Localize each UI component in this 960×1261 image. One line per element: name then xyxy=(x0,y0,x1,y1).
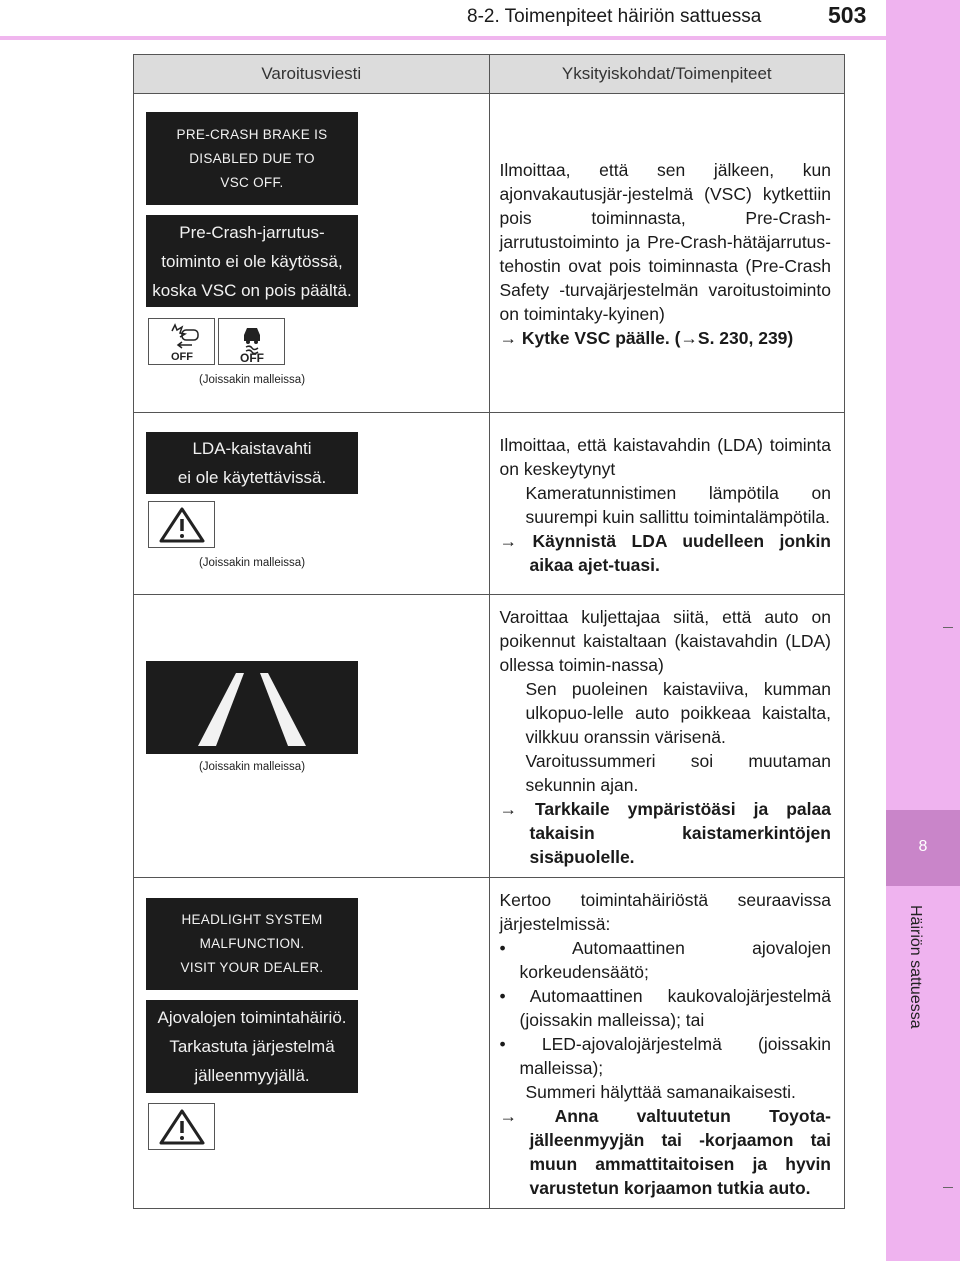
model-caption: (Joissakin malleissa) xyxy=(198,374,306,386)
col-header-message: Varoitusviesti xyxy=(134,55,490,94)
warning-triangle-icon xyxy=(148,501,215,548)
details-subtext: Kameratunnistimen lämpötila on suurempi kuin sallittu toimintalämpötila. xyxy=(525,482,831,527)
message-line: MALFUNCTION. xyxy=(199,936,305,951)
message-line: jälleenmyyjällä. xyxy=(194,1066,310,1085)
message-cell xyxy=(134,94,490,413)
vsc-off-icon xyxy=(218,318,285,365)
message-line: koska VSC on pois päältä. xyxy=(152,280,352,300)
action-bold: → Kytke VSC päälle. (→S. 230, 239) xyxy=(499,328,794,348)
message-line: Tarkastuta järjestelmä xyxy=(169,1037,335,1056)
message-display-english xyxy=(146,112,358,205)
action-bold: → Anna valtuutetun Toyota-jälleenmyyjän tai -korjaamon tai muun ammattitaitoisen ja hyvin varustetun korjaamon tutkia auto. xyxy=(499,1106,831,1198)
warning-message-table xyxy=(133,54,845,1209)
details-subtext: Summeri hälyttää samanaikaisesti. xyxy=(525,1082,796,1102)
model-caption: (Joissakin malleissa) xyxy=(198,761,306,773)
section-title: 8-2. Toimenpiteet häiriön sattuessa xyxy=(467,6,762,27)
icon-off-label: OFF xyxy=(170,350,193,363)
action-text xyxy=(500,326,832,350)
message-cell xyxy=(134,595,490,878)
details-cell xyxy=(489,595,845,878)
model-caption: (Joissakin malleissa) xyxy=(198,557,306,569)
chapter-number: 8 xyxy=(918,838,928,855)
col-header-details: Yksityiskohdat/Toimenpiteet xyxy=(489,55,845,94)
message-cell xyxy=(134,413,490,595)
table-row xyxy=(134,94,845,413)
details-cell xyxy=(489,413,845,595)
message-line: Ajovalojen toimintahäiriö. xyxy=(157,1008,347,1027)
lane-lines-icon xyxy=(146,661,358,754)
details-text: Ilmoittaa, että kaistavahdin (LDA) toiminta on keskeytynyt xyxy=(499,434,831,479)
table-row xyxy=(134,595,845,878)
lane-departure-display xyxy=(146,661,358,754)
action-bold: → Tarkkaile ympäristöäsi ja palaa takaisin kaistamerkintöjen sisäpuolelle. xyxy=(499,799,831,867)
message-line: HEADLIGHT SYSTEM xyxy=(181,912,323,927)
message-line: toiminto ei ole käytössä, xyxy=(161,251,343,271)
bullet-item: • LED-ajovalojärjestelmä (joissakin malleissa); xyxy=(499,1034,831,1078)
message-display-finnish xyxy=(146,432,358,494)
icon-off-label: OFF xyxy=(239,350,264,363)
bullet-item: • Automaattinen kaukovalojärjestelmä (joissakin malleissa); tai xyxy=(499,986,831,1030)
warning-triangle-icon xyxy=(148,1103,215,1150)
message-line: LDA-kaistavahti xyxy=(192,439,312,458)
header-rule xyxy=(0,36,886,40)
message-line: PRE-CRASH BRAKE IS xyxy=(176,126,328,142)
action-text xyxy=(500,529,832,577)
message-line: VISIT YOUR DEALER. xyxy=(180,960,324,975)
action-bold: → Käynnistä LDA uudelleen jonkin aikaa ajet-tuasi. xyxy=(499,530,831,575)
pre-crash-off-glyph xyxy=(152,321,212,363)
details-cell xyxy=(489,94,845,413)
bullet-item: • Automaattinen ajovalojen korkeudensäätö; xyxy=(499,938,831,982)
vsc-off-glyph xyxy=(222,321,282,363)
action-text xyxy=(500,1104,832,1200)
chapter-label: Häiriön sattuessa xyxy=(907,905,924,1029)
warning-triangle-glyph xyxy=(155,1107,209,1147)
pre-crash-off-icon xyxy=(148,318,215,365)
action-text xyxy=(500,797,832,869)
chapter-side-tab xyxy=(886,0,960,1261)
details-cell xyxy=(489,878,845,1209)
message-line: ei ole käytettävissä. xyxy=(177,468,327,487)
margin-tick xyxy=(943,1187,953,1188)
message-line: DISABLED DUE TO xyxy=(189,150,315,166)
details-subtext: Varoitussummeri soi muutaman sekunnin ajan. xyxy=(525,751,831,795)
table-row xyxy=(134,878,845,1209)
page-number: 503 xyxy=(828,2,867,28)
details-text: Kertoo toimintahäiriöstä seuraavissa järjestelmissä: xyxy=(499,890,831,934)
details-text: Varoittaa kuljettajaa siitä, että auto on poikennut kaistaltaan (kaistavahdin (LDA) ollessa toimin-nassa) xyxy=(499,607,831,675)
details-subtext: Sen puoleinen kaistaviiva, kumman ulkopuo-lelle auto poikkeaa kaistalta, vilkkuu oranssin värisenä. xyxy=(525,679,831,747)
message-cell xyxy=(134,878,490,1209)
message-line: Pre-Crash-jarrutus- xyxy=(179,222,325,242)
warning-triangle-glyph xyxy=(155,505,209,545)
message-line: VSC OFF. xyxy=(220,174,284,190)
details-text: Ilmoittaa, että sen jälkeen, kun ajonvakautusjär-jestelmä (VSC) kytkettiin pois toiminnasta, Pre-Crash-jarrutustoiminto ja Pre-Crash-hätäjarrutus-tehostin ovat pois toiminnasta (Pre-Crash Safety -turvajärjestelmän varoitustoiminto on toimintaky-kyinen) xyxy=(499,160,831,324)
message-display-finnish xyxy=(146,1000,358,1093)
message-display-finnish xyxy=(146,215,358,307)
table-row xyxy=(134,413,845,595)
margin-tick xyxy=(943,627,953,628)
message-display-english xyxy=(146,898,358,990)
